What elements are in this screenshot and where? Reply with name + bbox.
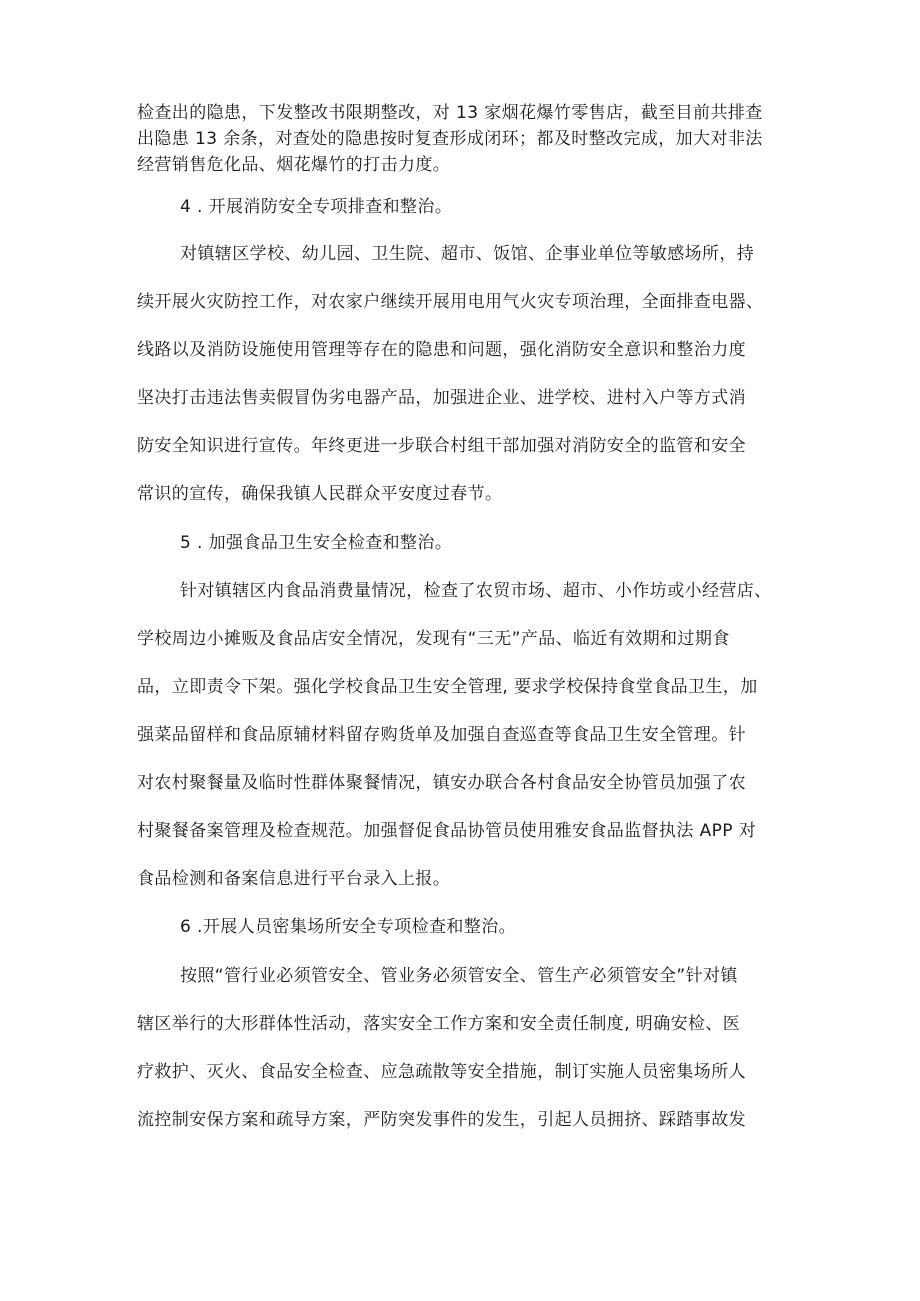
text-line: 坚决打击违法售卖假冒伪劣电器产品，加强进企业、进学校、进村入户等方式消	[137, 388, 746, 408]
text-line: 对镇辖区学校、幼儿园、卫生院、超市、饭馆、企事业单位等敏感场所，持	[180, 244, 755, 264]
text-line: 线路以及消防设施使用管理等存在的隐患和问题，强化消防安全意识和整治力度	[137, 340, 746, 360]
text-line: 针对镇辖区内食品消费量情况，检查了农贸市场、超市、小作坊或小经营店、	[180, 581, 772, 601]
text-line: 辖区举行的大形群体性活动，落实安全工作方案和安全责任制度, 明确安检、医	[137, 1014, 741, 1034]
text-line: 疗救护、灭火、食品安全检查、应急疏散等安全措施，制订实施人员密集场所人	[137, 1062, 746, 1082]
text-line: 检查出的隐患，下发整改书限期整改，对 13 家烟花爆竹零售店，截至目前共排查	[137, 103, 763, 123]
text-line: 续开展火灾防控工作，对农家户继续开展用电用气火灾专项治理，全面排查电器、	[137, 292, 764, 312]
text-line: 村聚餐备案管理及检查规范。加强督促食品协管员使用雅安食品监督执法 APP 对	[137, 821, 757, 841]
text-line: 强菜品留样和食品原辅材料留存购货单及加强自查巡查等食品卫生安全管理。针	[137, 725, 746, 745]
text-line: 品，立即责令下架。强化学校食品卫生安全管理, 要求学校保持食堂食品卫生，加	[137, 677, 758, 697]
section-heading-4: 4 . 开展消防安全专项排查和整治。	[180, 197, 453, 217]
section-heading-5: 5 . 加强食品卫生安全检查和整治。	[180, 533, 453, 553]
text-line: 食品检测和备案信息进行平台录入上报。	[137, 869, 451, 889]
text-line: 流控制安保方案和疏导方案，严防突发事件的发生，引起人员拥挤、踩踏事故发	[137, 1110, 746, 1130]
text-line: 学校周边小摊贩及食品店安全情况，发现有“三无”产品、临近有效期和过期食	[137, 629, 730, 649]
text-line: 常识的宣传，确保我镇人民群众平安度过春节。	[137, 484, 503, 504]
section-heading-6: 6 .开展人员密集场所安全专项检查和整治。	[180, 917, 517, 937]
text-line: 经营销售危化品、烟花爆竹的打击力度。	[137, 155, 451, 175]
text-line: 出隐患 13 余条，对查处的隐患按时复查形成闭环；都及时整改完成，加大对非法	[137, 129, 763, 149]
text-line: 对农村聚餐量及临时性群体聚餐情况，镇安办联合各村食品安全协管员加强了农	[137, 773, 746, 793]
text-line: 按照“管行业必须管安全、管业务必须管安全、管生产必须管安全”针对镇	[180, 966, 738, 986]
text-line: 防安全知识进行宣传。年终更进一步联合村组干部加强对消防安全的监管和安全	[137, 436, 746, 456]
